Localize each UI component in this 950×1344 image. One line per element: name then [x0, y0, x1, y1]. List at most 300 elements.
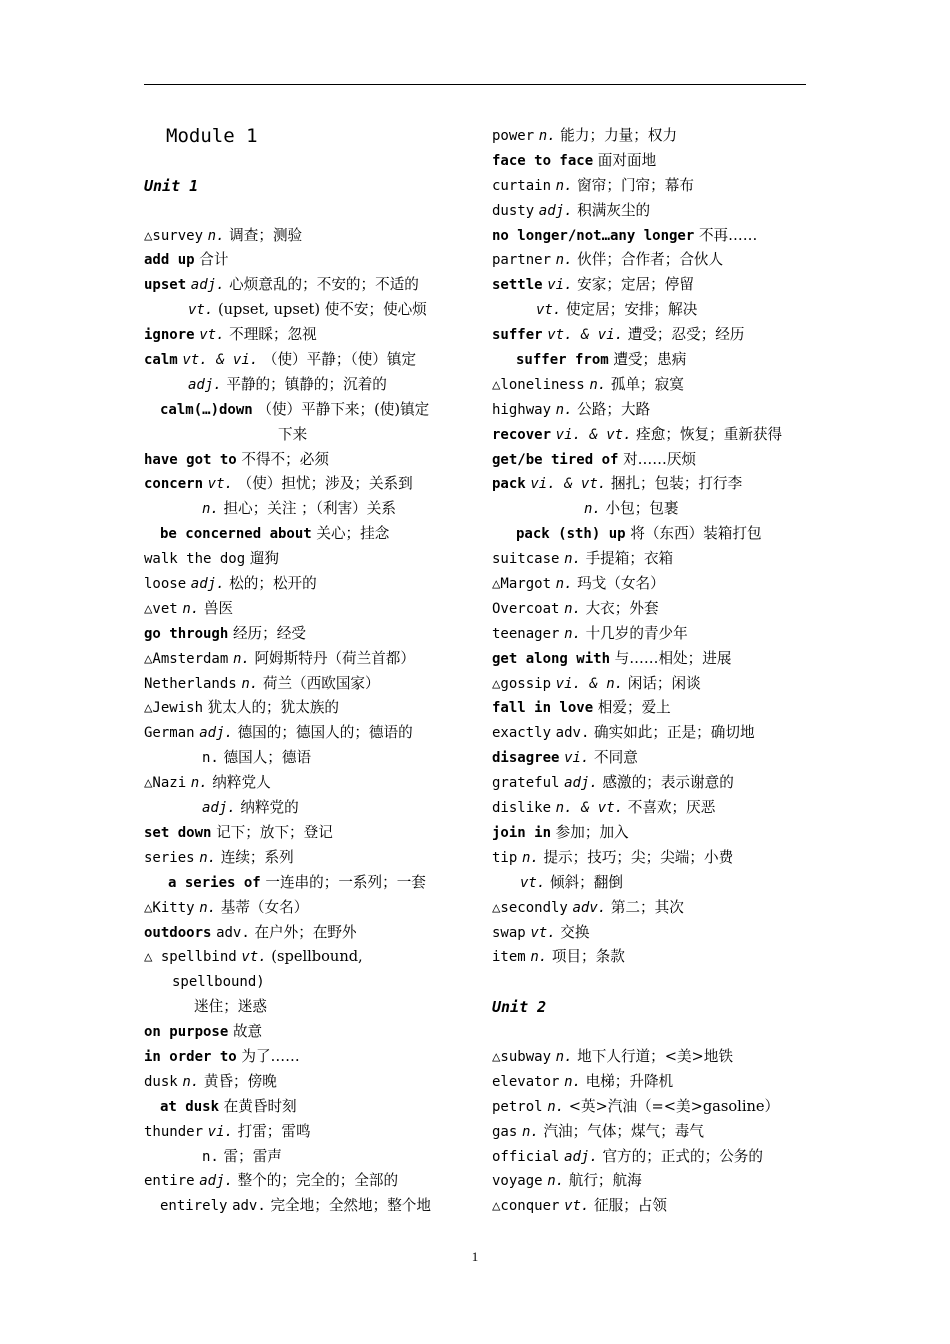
- vocab-entry: [144, 696, 462, 721]
- part-of-speech: adj.: [190, 277, 225, 294]
- part-of-speech: adj.: [190, 576, 225, 593]
- part-of-speech: vi. & vt.: [530, 476, 607, 493]
- vocab-entry: [492, 672, 810, 697]
- vocab-entry: [492, 398, 810, 423]
- vocab-entry: [144, 622, 462, 647]
- part-of-speech: n.: [182, 600, 200, 617]
- definition: 积满灰尘的: [577, 201, 651, 219]
- headword: △subway: [492, 1048, 552, 1065]
- vocab-entry: [144, 572, 462, 597]
- definition: （使）平静；（使）镇定: [262, 351, 417, 369]
- headword: series: [144, 849, 195, 866]
- headword: highway: [492, 401, 552, 418]
- vocab-entry: [144, 721, 462, 746]
- headword: spellbound): [172, 974, 265, 991]
- headword: add up: [144, 252, 195, 269]
- headword: set down: [144, 824, 212, 841]
- definition: 心烦意乱的；不安的；不适的: [229, 276, 419, 294]
- page-number: 1: [471, 1249, 479, 1264]
- vocab-entry: [144, 796, 462, 821]
- vocab-entry: [492, 871, 810, 896]
- part-of-speech: adv.: [572, 899, 607, 916]
- definition: 项目；条款: [551, 948, 625, 966]
- part-of-speech: vt.: [207, 476, 233, 493]
- headword: pack (sth) up: [516, 526, 626, 543]
- headword: entire: [144, 1173, 195, 1190]
- vocab-entry: [492, 224, 810, 249]
- part-of-speech: n.: [555, 576, 573, 593]
- definition: 将（东西）装箱打包: [630, 525, 762, 543]
- vocab-entry: [492, 896, 810, 921]
- part-of-speech: n.: [564, 1073, 581, 1090]
- definition: 兽医: [203, 599, 234, 617]
- part-of-speech: n.: [202, 501, 219, 518]
- headword: entirely: [160, 1198, 228, 1215]
- part-of-speech: n.: [547, 1173, 565, 1190]
- part-of-speech: adj.: [199, 725, 233, 742]
- vocab-entry: [144, 1194, 462, 1219]
- headword: walk the dog: [144, 551, 246, 568]
- definition: 担心；关注 ；（利害）关系: [223, 500, 396, 518]
- definition: 连续；系列: [220, 848, 294, 866]
- part-of-speech: vi. & vt.: [555, 426, 632, 443]
- headword: △Amsterdam: [144, 650, 229, 667]
- vocab-entry: [492, 846, 810, 871]
- vocab-entry: [144, 497, 462, 522]
- vocab-entry: [144, 348, 462, 373]
- definition: 迷住；迷惑: [194, 998, 267, 1016]
- vocab-entry: [492, 622, 810, 647]
- part-of-speech: n.: [202, 1148, 219, 1165]
- definition: 大衣；外套: [585, 599, 659, 617]
- vocab-entry: [492, 273, 810, 298]
- headword: voyage: [492, 1173, 543, 1190]
- part-of-speech: n.: [584, 501, 601, 518]
- part-of-speech: n.: [232, 650, 250, 667]
- vocab-entry: [492, 696, 810, 721]
- definition: 航行；航海: [568, 1172, 642, 1190]
- headword: fall in love: [492, 700, 594, 717]
- headword: in order to: [144, 1048, 237, 1065]
- vocab-entry: [492, 647, 810, 672]
- part-of-speech: n.: [547, 1098, 565, 1115]
- definition: 下来: [278, 425, 308, 443]
- part-of-speech: vt.: [188, 302, 214, 319]
- headword: recover: [492, 426, 552, 443]
- headword: concern: [144, 476, 204, 493]
- headword: elevator: [492, 1073, 560, 1090]
- part-of-speech: n.: [241, 675, 259, 692]
- vocab-entry: [492, 1194, 810, 1219]
- vocab-entry: [144, 323, 462, 348]
- part-of-speech: n.: [207, 227, 225, 244]
- vocab-entry: [144, 647, 462, 672]
- definition: <英>汽油（=<美>gasoline）: [568, 1097, 780, 1115]
- headword: calm(…)down: [160, 401, 253, 418]
- headword: △Margot: [492, 576, 552, 593]
- definition: 记下；放下；登记: [216, 823, 333, 841]
- headword: curtain: [492, 177, 552, 194]
- headword: have got to: [144, 451, 237, 468]
- vocab-entry: [492, 497, 810, 522]
- part-of-speech: vt.: [536, 302, 562, 319]
- left-column: [144, 124, 462, 1219]
- definition: 关心；挂念: [316, 525, 390, 543]
- part-of-speech: n.: [555, 1048, 573, 1065]
- vocab-entry: [492, 1095, 810, 1120]
- vocab-entry: [492, 323, 810, 348]
- vocab-entry: [144, 248, 462, 273]
- headword: Overcoat: [492, 600, 560, 617]
- definition: 合计: [199, 251, 229, 269]
- part-of-speech: n.: [589, 376, 607, 393]
- definition: 在户外；在野外: [254, 923, 357, 941]
- vocab-entry: [144, 1095, 462, 1120]
- definition: 相爱；爱上: [597, 699, 671, 717]
- definition: 能力；力量；权力: [560, 127, 678, 144]
- headword: loose: [144, 576, 187, 593]
- headword: disagree: [492, 750, 560, 767]
- definition: 整个的；完全的；全部的: [237, 1172, 399, 1190]
- vocab-entry: [492, 597, 810, 622]
- definition: 电梯；升降机: [585, 1072, 674, 1090]
- definition: 与……相处；进展: [614, 649, 732, 667]
- headword: tip: [492, 849, 518, 866]
- vocab-entry: [492, 945, 810, 970]
- part-of-speech: adj.: [188, 376, 222, 393]
- definition: 面对面地: [597, 151, 657, 169]
- headword: dislike: [492, 800, 552, 817]
- headword: go through: [144, 625, 229, 642]
- part-of-speech: vt.: [199, 327, 225, 344]
- part-of-speech: n.: [190, 775, 208, 792]
- part-of-speech: n.: [564, 625, 581, 642]
- headword: calm: [144, 352, 178, 369]
- definition: 平静的；镇静的；沉着的: [226, 375, 387, 393]
- vocab-entry: [492, 771, 810, 796]
- headword: official: [492, 1148, 560, 1165]
- headword: at dusk: [160, 1098, 220, 1115]
- part-of-speech: n. & vt.: [555, 800, 624, 817]
- definition: 黄昏；傍晚: [203, 1072, 277, 1090]
- part-of-speech: vi.: [207, 1123, 233, 1140]
- headword: △Kitty: [144, 899, 195, 916]
- definition: 纳粹党人: [212, 774, 271, 792]
- headword: △vet: [144, 600, 178, 617]
- headword: Netherlands: [144, 675, 237, 692]
- vocab-entry: [144, 846, 462, 871]
- part-of-speech: adj.: [199, 1173, 233, 1190]
- definition: 经历；经受: [232, 624, 306, 642]
- vocab-entry: [144, 1145, 462, 1170]
- definition: 官方的；正式的；公务的: [602, 1147, 763, 1165]
- definition: 捆扎；包装；打行李: [610, 475, 743, 493]
- vocab-entry: [144, 398, 462, 423]
- vocab-entry: [144, 771, 462, 796]
- headword: be concerned about: [160, 526, 312, 543]
- headword: teenager: [492, 625, 560, 642]
- part-of-speech: n.: [521, 849, 539, 866]
- definition: 使定居；安排；解决: [565, 301, 698, 319]
- unit-title: Unit 2: [492, 998, 547, 1017]
- vocab-entry: [144, 921, 462, 946]
- definition: 对……厌烦: [623, 450, 697, 468]
- vocab-entry: [144, 547, 462, 572]
- blank-line: [492, 970, 810, 995]
- headword: grateful: [492, 775, 560, 792]
- definition: 故意: [232, 1023, 263, 1041]
- vocab-entry: [492, 746, 810, 771]
- definition: 松的；松开的: [229, 575, 317, 593]
- definition: 闲话；闲谈: [627, 674, 701, 692]
- part-of-speech: vi. & n.: [555, 675, 624, 692]
- headword: get/be tired of: [492, 451, 619, 468]
- part-of-speech: n.: [538, 128, 556, 144]
- definition: 倾斜；翻倒: [549, 873, 623, 891]
- definition: 公路；大路: [577, 400, 651, 418]
- headword: gas: [492, 1123, 518, 1140]
- definition: 痊愈；恢复；重新获得: [636, 425, 783, 443]
- part-of-speech: vt. & vi.: [547, 327, 624, 344]
- definition: 雷；雷声: [223, 1147, 282, 1165]
- definition: 纳粹党的: [240, 799, 299, 817]
- definition: 阿姆斯特丹（荷兰首都）: [254, 649, 415, 667]
- vocab-entry: [492, 547, 810, 572]
- part-of-speech: n.: [564, 600, 581, 617]
- vocab-entry: [492, 124, 810, 149]
- headword: △ spellbind: [144, 949, 237, 966]
- definition: 参加；加入: [555, 823, 629, 841]
- vocab-entry: [144, 1120, 462, 1145]
- right-column: [492, 124, 810, 1219]
- definition: 地下人行道；<美>地铁: [577, 1047, 733, 1065]
- definition: 不喜欢；厌恶: [627, 799, 716, 817]
- definition: 德国的；德国人的；德语的: [237, 724, 413, 742]
- blank-line: [144, 149, 462, 174]
- headword: suitcase: [492, 551, 560, 568]
- headword: exactly: [492, 725, 552, 742]
- vocab-entry: [492, 373, 810, 398]
- headword: swap: [492, 924, 526, 941]
- definition: 征服；占领: [594, 1197, 667, 1215]
- vocab-entry: [144, 224, 462, 249]
- definition: 为了……: [241, 1047, 300, 1065]
- definition: 基蒂（女名）: [220, 898, 309, 916]
- definition: 安家；定居；停留: [577, 276, 694, 294]
- headword: item: [492, 949, 526, 966]
- part-of-speech: vi.: [547, 277, 573, 294]
- vocab-entry: [144, 1169, 462, 1194]
- definition: 荷兰（西欧国家）: [262, 674, 380, 692]
- part-of-speech: n.: [202, 750, 219, 767]
- vocab-entry: [144, 472, 462, 497]
- part-of-speech: vt. & vi.: [182, 352, 259, 369]
- part-of-speech: adj.: [538, 202, 573, 219]
- definition: 第二；其次: [610, 898, 684, 916]
- headword: dusty: [492, 202, 535, 219]
- definition: 不再……: [698, 226, 758, 244]
- vocab-entry: [492, 298, 810, 323]
- headword: German: [144, 725, 195, 742]
- header-rule: [144, 84, 806, 85]
- vocab-entry: [492, 149, 810, 174]
- definition: （使）平静下来；(使)镇定: [257, 400, 430, 418]
- definition: 小包；包裹: [605, 500, 679, 518]
- definition: 在黄昏时刻: [223, 1097, 297, 1115]
- vocab-entry: [492, 796, 810, 821]
- definition: (upset, upset) 使不安；使心烦: [217, 301, 427, 319]
- definition: 提示；技巧；尖；尖端；小费: [543, 848, 734, 866]
- headword: suffer from: [516, 352, 609, 369]
- part-of-speech: n.: [564, 551, 581, 568]
- vocab-entry: [492, 472, 810, 497]
- headword: outdoors: [144, 924, 212, 941]
- definition: 孤单；寂寞: [610, 375, 684, 393]
- vocab-entry: [144, 522, 462, 547]
- vocab-entry: [492, 1045, 810, 1070]
- part-of-speech: n.: [199, 899, 217, 916]
- definition: (spellbound,: [271, 948, 363, 966]
- definition: 手提箱；衣箱: [585, 550, 674, 568]
- definition: 交换: [560, 923, 590, 941]
- headword: △conquer: [492, 1198, 560, 1215]
- vocab-entry: [492, 921, 810, 946]
- vocab-entry: [144, 373, 462, 398]
- headword: on purpose: [144, 1024, 229, 1041]
- part-of-speech: vt.: [530, 924, 556, 941]
- vocab-entry: [492, 1145, 810, 1170]
- vocab-entry: [492, 448, 810, 473]
- definition: 完全地；全然地；整个地: [270, 1197, 431, 1215]
- vocab-entry: [492, 572, 810, 597]
- part-of-speech: n.: [530, 949, 548, 966]
- part-of-speech: n.: [555, 252, 573, 269]
- vocab-entry: [492, 522, 810, 547]
- headword: △Jewish: [144, 700, 204, 717]
- module-title: Module 1: [166, 125, 258, 147]
- headword: pack: [492, 476, 526, 493]
- part-of-speech: vt.: [241, 949, 267, 966]
- headword: no longer/not…any longer: [492, 227, 695, 244]
- vocab-entry: [144, 970, 462, 995]
- definition: 遭受；患病: [613, 351, 687, 369]
- vocab-entry: [492, 199, 810, 224]
- headword: power: [492, 128, 535, 144]
- definition: 十几岁的青少年: [585, 624, 688, 642]
- headword: △gossip: [492, 675, 552, 692]
- definition: 不理睬；忽视: [229, 326, 317, 344]
- headword: petrol: [492, 1098, 543, 1115]
- definition: 遭受；忍受；经历: [627, 326, 745, 344]
- part-of-speech: n.: [555, 177, 573, 194]
- vocab-entry: [144, 448, 462, 473]
- definition: 德国人；德语: [223, 749, 312, 767]
- vocab-entry: [492, 423, 810, 448]
- headword: a series of: [168, 874, 261, 891]
- definition: 感激的；表示谢意的: [602, 774, 734, 792]
- headword: get along with: [492, 650, 611, 667]
- vocab-entry: [144, 871, 462, 896]
- definition: 调查；测验: [229, 226, 303, 244]
- vocab-entry: [144, 746, 462, 771]
- definition: 确实如此；正是；确切地: [594, 724, 755, 742]
- headword: △loneliness: [492, 376, 585, 393]
- headword: suffer: [492, 327, 543, 344]
- headword: ignore: [144, 327, 195, 344]
- headword: dusk: [144, 1073, 178, 1090]
- blank-line: [492, 1020, 810, 1045]
- headword: upset: [144, 277, 187, 294]
- vocab-entry: [144, 821, 462, 846]
- headword: thunder: [144, 1123, 204, 1140]
- part-of-speech: vt.: [564, 1198, 590, 1215]
- headword: △secondly: [492, 899, 568, 916]
- vocab-entry: [492, 1120, 810, 1145]
- definition: 玛戈（女名）: [577, 575, 665, 593]
- part-of-speech: vi.: [564, 750, 590, 767]
- vocab-entry: [492, 348, 810, 373]
- part-of-speech: adv.: [555, 725, 590, 742]
- vocab-entry: [492, 721, 810, 746]
- definition: （使）担忧；涉及；关系到: [237, 475, 413, 493]
- vocab-entry: [144, 597, 462, 622]
- part-of-speech: adj.: [564, 775, 598, 792]
- definition: 打雷；雷鸣: [237, 1122, 311, 1140]
- vocab-entry: [144, 672, 462, 697]
- definition: 不同意: [594, 749, 638, 767]
- headword: △Nazi: [144, 775, 187, 792]
- definition: 犹太人的；犹太族的: [207, 699, 340, 717]
- vocab-entry: [144, 273, 462, 298]
- vocab-entry: [492, 248, 810, 273]
- part-of-speech: n.: [521, 1123, 539, 1140]
- vocab-entry: [492, 1070, 810, 1095]
- definition: 伙伴；合作者；合伙人: [577, 251, 724, 269]
- headword: partner: [492, 252, 552, 269]
- vocab-entry: [492, 821, 810, 846]
- headword: face to face: [492, 152, 594, 169]
- vocab-entry: [492, 174, 810, 199]
- vocab-entry: [144, 945, 462, 970]
- headword: join in: [492, 824, 552, 841]
- vocab-entry: [144, 423, 462, 448]
- definition: 窗帘；门帘；幕布: [577, 176, 694, 194]
- part-of-speech: n.: [199, 849, 217, 866]
- part-of-speech: adj.: [564, 1148, 598, 1165]
- definition: 遛狗: [249, 550, 279, 568]
- definition: 一连串的；一系列；一套: [265, 873, 426, 891]
- vocab-entry: [144, 995, 462, 1020]
- vocab-entry: [144, 1070, 462, 1095]
- definition: 汽油；气体；煤气；毒气: [543, 1122, 704, 1140]
- vocab-entry: [144, 1045, 462, 1070]
- part-of-speech: adj.: [202, 800, 236, 817]
- definition: 不得不；必须: [241, 450, 329, 468]
- vocab-entry: [144, 298, 462, 323]
- headword: △survey: [144, 227, 204, 244]
- vocab-entry: [144, 1020, 462, 1045]
- blank-line: [144, 199, 462, 224]
- part-of-speech: adv.: [216, 924, 250, 941]
- part-of-speech: vt.: [520, 874, 546, 891]
- part-of-speech: n.: [182, 1073, 200, 1090]
- headword: settle: [492, 277, 543, 294]
- vocab-entry: [144, 896, 462, 921]
- vocab-entry: [492, 1169, 810, 1194]
- part-of-speech: adv.: [232, 1198, 266, 1215]
- unit-title: Unit 1: [144, 176, 199, 195]
- part-of-speech: n.: [555, 401, 573, 418]
